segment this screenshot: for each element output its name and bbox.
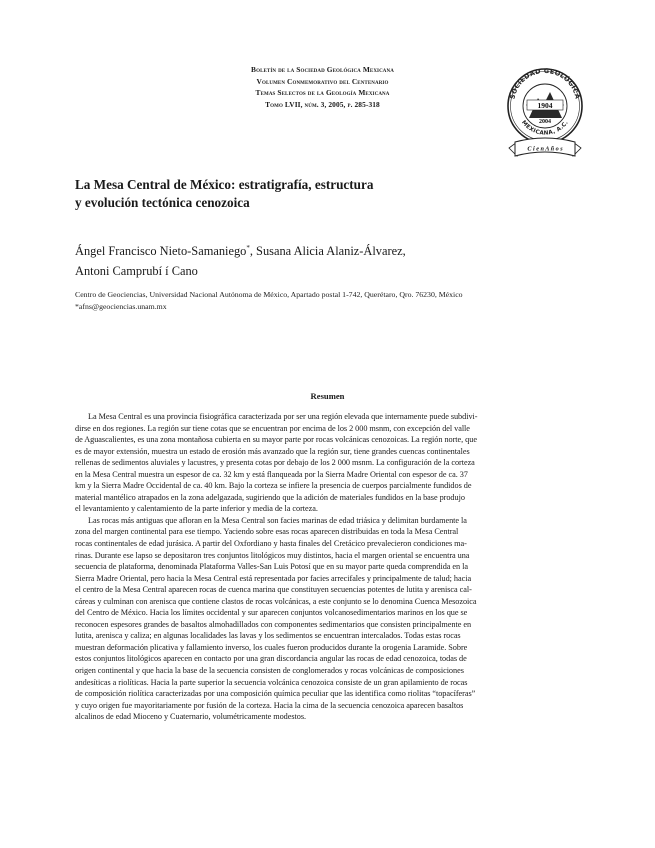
abstract-line: en la Mesa Central muestra un espesor de ca. 32 km y está flanqueada por la Sierra Madre Oriental con espesor de ca. 37: [75, 469, 468, 479]
abstract-line: dirse en dos regiones. La región sur tiene cotas que se encuentran por encima de los 2 000 msnm, con excepción del valle: [75, 423, 470, 433]
abstract-body: [75, 411, 596, 723]
abstract-line: el centro de la Mesa Central aparecen rocas de cuenca marina que constituyen secuencias potentes de lutita y arenisca cal-: [75, 585, 472, 595]
title-line: La Mesa Central de México: estratigrafía, estructura: [75, 177, 374, 192]
author-line: [75, 238, 575, 261]
abstract-line: rinas. Durante ese lapso se depositaron tres conjuntos litológicos muy distintos, hacia el margen oriental se encuentra una: [75, 550, 470, 560]
abstract-line: el levantamiento y calentamiento de la parte inferior y media de la corteza.: [75, 504, 318, 514]
abstract-line: y cuyo origen fue mayoritariamente por fusión de la corteza. Hacia la cima de la secuencia cenozoica aparecen basaltos: [75, 700, 464, 710]
affiliation: [75, 289, 585, 312]
abstract-line: Las rocas más antiguas que afloran en la Mesa Central son facies marinas de edad triásica y delimitan burdamente la: [88, 515, 467, 525]
abstract-line: origen continental y que hacia la base de la secuencia consisten de conglomerados y rocas volcánicas de composiciones: [75, 666, 464, 676]
abstract-line: reconocen espesores grandes de basaltos almohadillados con componentes sedimentarios que consisten principalmente en: [75, 619, 472, 629]
abstract-line: rellenas de sedimentos aluviales y lacustres, y presenta cotas por debajo de los 2 000 msnm. La configuración de la corteza: [75, 458, 475, 468]
affiliation-address: Centro de Geociencias, Universidad Nacional Autónoma de México, Apartado postal 1-742, Querétaro, Qro. 76230, México: [75, 290, 463, 299]
contact-email: *afns@geociencias.unam.mx: [75, 301, 167, 311]
author-name: , Susana Alicia Alaniz-Álvarez,: [249, 244, 406, 259]
abstract-line: La Mesa Central es una provincia fisiográfica caracterizada por ser una región elevada que internamente puede subdivi-: [88, 412, 478, 421]
abstract-line: cáreas y culminan con arenisca que contiene clastos de rocas volcánicas, a este conjunto se lo denomina Cuenca Mesozoica: [75, 596, 477, 606]
abstract-line: andesíticas a riolíticas. Hacia la parte superior la secuencia volcánica cenozoica consiste de un gran apilamiento de rocas: [75, 677, 468, 687]
abstract-line: lutita, arenisca y caliza; en algunas localidades las lavas y los sedimentos se encuentran intercalados. Todas estas rocas: [75, 631, 461, 641]
svg-text:1904: 1904: [537, 101, 553, 110]
article-title: [75, 176, 475, 211]
journal-header: [190, 64, 455, 110]
abstract-line: Sierra Madre Oriental, pero hacia la Mesa Central está representada por facies arrecifales y principalmente de talud; hacia: [75, 573, 472, 583]
journal-series: Temas Selectos de la Geología Mexicana: [255, 88, 390, 98]
society-seal-logo: [505, 62, 585, 164]
abstract-line: de Aguascalientes, es una zona montañosa cubierta en su mayor parte por rocas volcánicas cenozoicas. La región norte, que: [75, 435, 477, 445]
journal-name: Boletín de la Sociedad Geológica Mexicana: [251, 65, 394, 74]
author-list: [75, 238, 575, 281]
abstract-line: muestran deformación plicativa y fallamiento inverso, los cuales fueron producidos durante la orogenia Laramide. Sobre: [75, 642, 468, 652]
abstract-line: alcalinos de edad Mioceno y Cuaternario, volumétricamente modestos.: [75, 712, 307, 722]
svg-text:MEXICANA, A.C.: MEXICANA, A.C.: [520, 119, 570, 137]
abstract-line: secuencia de plataforma, denominada Plataforma Valles-San Luis Potosí que en su mayor parte queda comprendida en la: [75, 562, 468, 572]
journal-volume: Volumen Conmemorativo del Centenario: [256, 76, 389, 86]
abstract-line: de composición riolítica caracterizadas por una composición química peculiar que las identifica como riolitas “topacíferas”: [75, 689, 476, 699]
svg-text:C i e n A ñ o s: C i e n A ñ o s: [527, 145, 563, 153]
author-name: Ángel Francisco Nieto-Samaniego: [75, 244, 247, 259]
abstract-line: rocas continentales de edad jurásica. A partir del Oxfordiano y hasta finales del Cretácico prevalecieron condiciones ma-: [75, 539, 467, 549]
abstract-line: del Centro de México. Hacia los límites occidental y sur aparecen conjuntos volcanosedimentarios marinos en los que se: [75, 608, 468, 618]
author-line: Antoni Camprubí í Cano: [75, 264, 198, 279]
abstract-heading: Resumen: [310, 391, 345, 401]
abstract-line: zona del margen continental para ese tiempo. Yaciendo sobre esas rocas aparecen distribuidas en toda la Mesa Central: [75, 527, 459, 537]
abstract-line: material mantélico atrapados en la zona adelgazada, sugiriendo que la adición de materiales fundidos en la base produjo: [75, 492, 465, 502]
svg-text:SOCIEDAD GEOLÓGICA: SOCIEDAD GEOLÓGICA: [508, 66, 582, 100]
abstract-line: estos conjuntos litológicos aparecen en contacto por una gran discordancia angular las rocas de edad cenozoica, todas de: [75, 654, 467, 664]
abstract-line: es de mayor extensión, muestra un estado de erosión más avanzado que la región sur, tiene grandes cuencas continentales: [75, 446, 470, 456]
journal-citation: Tomo LVII, núm. 3, 2005, p. 285-318: [265, 99, 380, 109]
abstract-line: km y la Sierra Madre Occidental de ca. 40 km. Bajo la corteza se infiere la presencia de cuerpos parcialmente fundidos de: [75, 481, 472, 491]
corresponding-author-mark: *: [246, 244, 250, 252]
svg-text:2004: 2004: [539, 119, 551, 125]
title-line: y evolución tectónica cenozoica: [75, 194, 250, 210]
